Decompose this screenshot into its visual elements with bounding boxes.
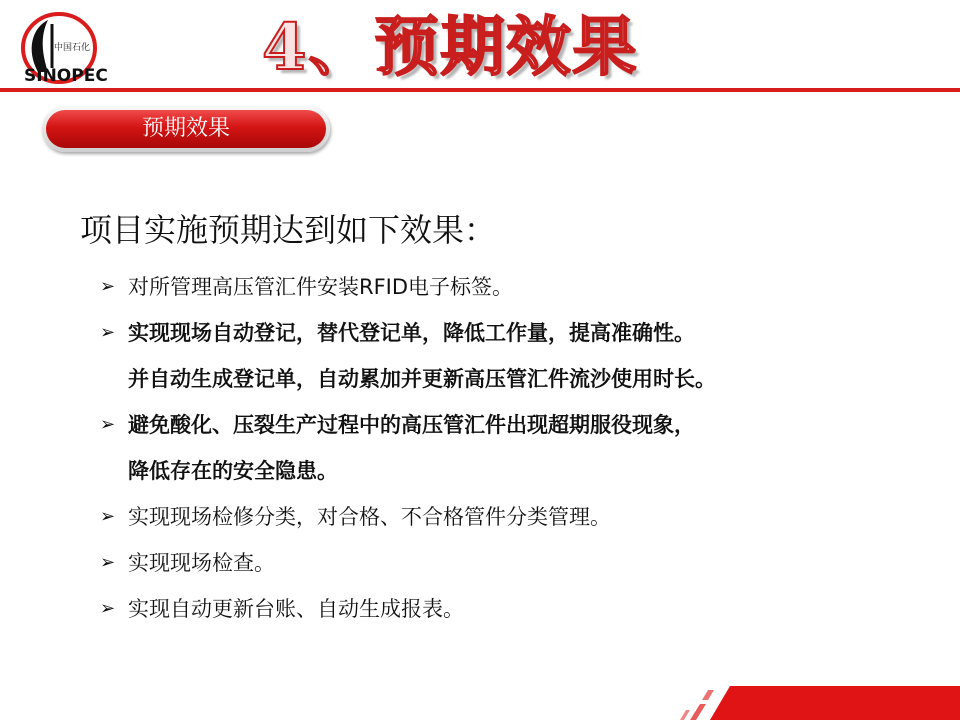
title-divider	[0, 88, 960, 92]
bullet-text: 实现现场自动登记，替代登记单，降低工作量，提高准确性。	[128, 321, 695, 345]
arrowhead-bullet-icon: ➢	[100, 598, 116, 619]
bullet-text: 避免酸化、压裂生产过程中的高压管汇件出现超期服役现象，	[128, 413, 695, 437]
section-pill	[42, 106, 330, 152]
bullet-text: 实现现场检修分类，对合格、不合格管件分类管理。	[128, 505, 611, 529]
intro-heading: 项目实施预期达到如下效果：	[80, 211, 497, 249]
corner-stripe-decoration	[650, 686, 960, 720]
arrowhead-bullet-icon: ➢	[100, 506, 116, 527]
arrowhead-bullet-icon: ➢	[100, 276, 116, 297]
logo-brand-text: SINOPEC	[24, 66, 108, 86]
bullet-item-4	[100, 494, 950, 540]
bullet-text-continued: 并自动生成登记单，自动累加并更新高压管汇件流沙使用时长。	[128, 367, 716, 391]
bullet-item-1	[100, 264, 950, 310]
bullet-item-5	[100, 540, 950, 586]
bullet-item-2	[100, 310, 950, 402]
arrowhead-bullet-icon: ➢	[100, 552, 116, 573]
section-pill-label: 预期效果	[46, 110, 326, 148]
logo-chinese-text: 中国石化	[54, 43, 91, 53]
bullet-item-6	[100, 586, 950, 632]
arrowhead-bullet-icon: ➢	[100, 414, 116, 435]
bullet-item-3	[100, 402, 950, 494]
bullet-text: 实现现场检查。	[128, 551, 275, 575]
slide-title: 4、预期效果	[262, 10, 639, 85]
arrowhead-bullet-icon: ➢	[100, 322, 116, 343]
bullet-list	[100, 264, 950, 632]
bullet-text: 对所管理高压管汇件安装RFID电子标签。	[128, 275, 514, 299]
bullet-text: 实现自动更新台账、自动生成报表。	[128, 597, 464, 621]
bullet-text-continued: 降低存在的安全隐患。	[128, 459, 338, 483]
